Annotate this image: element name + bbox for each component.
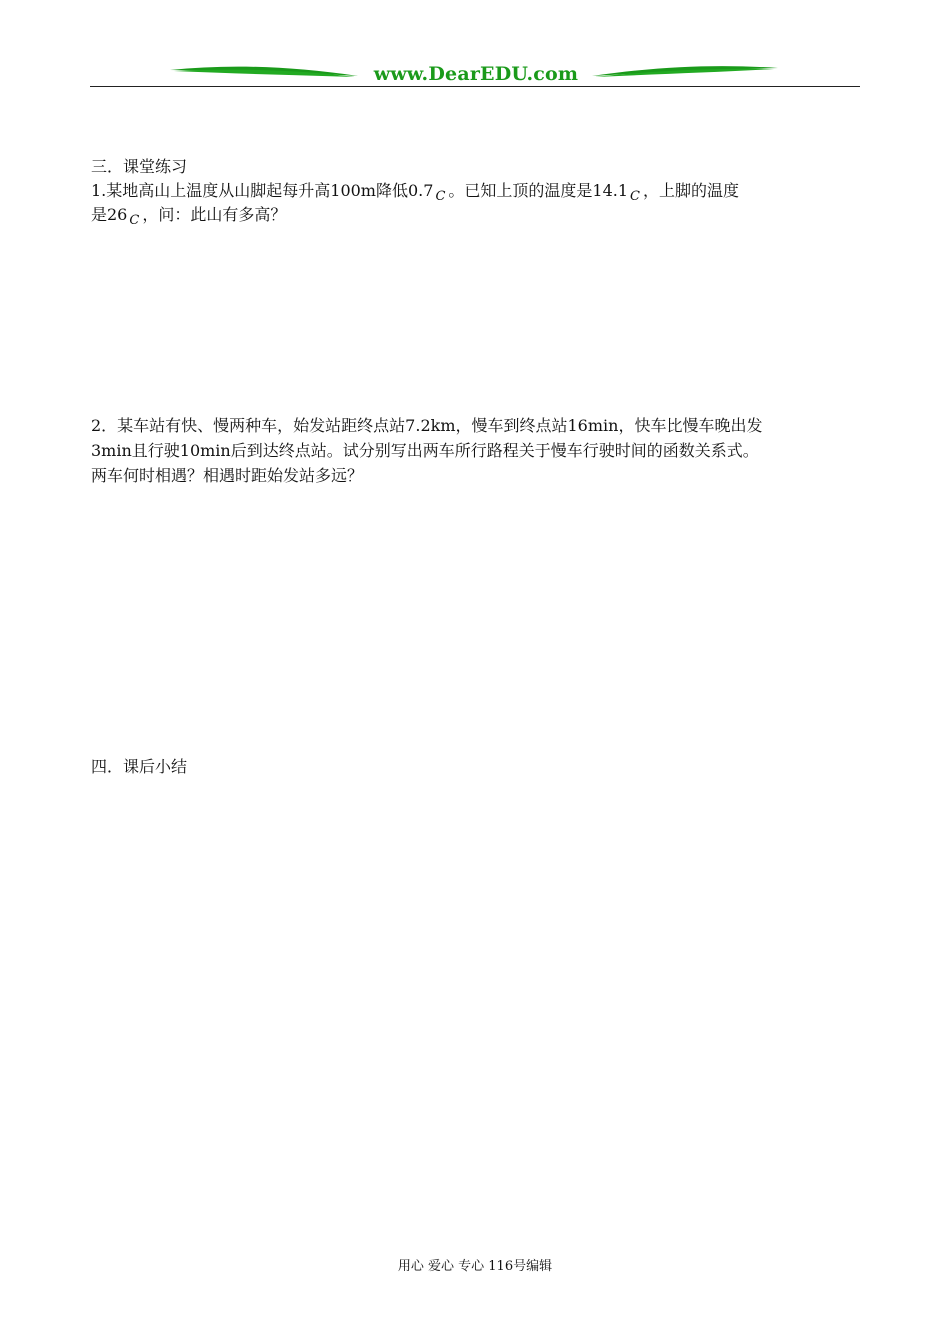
page-footer: 用心 爱心 专心 116号编辑 [397,1259,553,1274]
question-1-text-c: ，上脚的温度 [642,181,739,200]
question-1-line-2 [91,203,739,227]
question-2-line-3: 两车何时相遇？相遇时距始发站多远？ [91,466,364,485]
question-2-line-1: 2．某车站有快、慢两种车，始发站距终点站7.2km，慢车到终点站16min，快车比慢车晚出发 [91,416,763,435]
question-2-line-2: 3min且行驶10min后到达终点站。试分别写出两车所行路程关于慢车行驶时间的函数关系式。 [91,441,759,460]
question-1-line-1 [91,179,739,203]
question-1-text-e: ，问：此山有多高？ [142,205,287,224]
header-logo-text: www.DearEDU.com [373,63,579,85]
section-heading-practice: 三．课堂练习 [91,157,188,176]
degree-unit-symbol: C [630,189,640,204]
question-1-text-d: 是26 [91,205,128,224]
header-divider [90,86,860,87]
question-1 [91,179,739,227]
question-1-text-a: 1.某地高山上温度从山脚起每升高100m降低0.7 [91,181,434,200]
degree-unit-symbol: C [129,213,140,228]
question-1-text-b: 。已知上顶的温度是14.1 [448,181,629,200]
question-2 [91,413,762,488]
degree-unit-symbol: C [435,189,446,204]
section-heading-summary: 四．课后小结 [91,757,188,776]
